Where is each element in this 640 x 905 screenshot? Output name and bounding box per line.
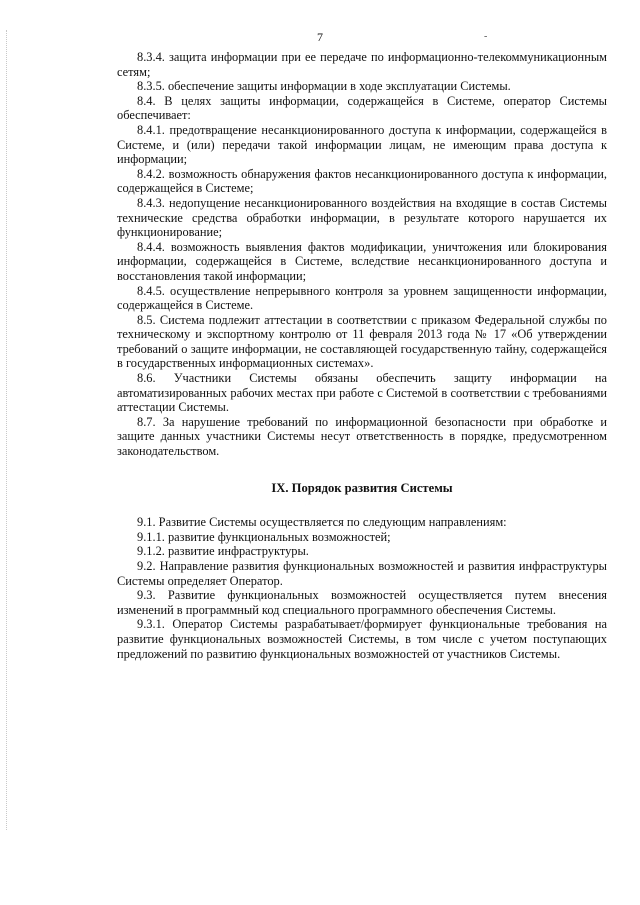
paragraph-9-1: 9.1. Развитие Системы осуществляется по следующим направлениям: bbox=[137, 515, 507, 530]
paragraph-9-1-2: 9.1.2. развитие инфраструктуры. bbox=[137, 544, 309, 559]
paragraph-8-6: 8.6. Участники Системы обязаны обеспечить защиту информации на автоматизированных рабочих местах при работе с Системой в соответствии с требованиями аттестации Системы. bbox=[117, 371, 607, 415]
section-heading: IX. Порядок развития Системы bbox=[271, 480, 453, 495]
paragraph-8-4: 8.4. В целях защиты информации, содержащейся в Системе, оператор Системы обеспечивает: bbox=[117, 93, 607, 123]
paragraph-8-4-2: 8.4.2. возможность обнаружения фактов несанкционированного доступа к информации, содержащейся в Системе; bbox=[117, 166, 607, 196]
page-number: 7 bbox=[317, 30, 323, 44]
paragraph-8-4-5: 8.4.5. осуществление непрерывного контроля за уровнем защищенности информации, содержащейся в Системе. bbox=[117, 283, 607, 313]
paragraph-9-1-1: 9.1.1. развитие функциональных возможностей; bbox=[137, 529, 391, 544]
paragraph-8-3-5: 8.3.5. обеспечение защиты информации в ходе эксплуатации Системы. bbox=[137, 79, 511, 94]
corner-mark: - bbox=[484, 31, 488, 42]
document-body bbox=[117, 50, 607, 661]
scan-edge-dots bbox=[6, 30, 9, 830]
paragraph-8-7: 8.7. За нарушение требований по информационной безопасности при обработке и защите данных участники Системы несут ответственность в порядке, предусмотренном законодательством. bbox=[117, 414, 607, 459]
paragraph-8-5: 8.5. Система подлежит аттестации в соответствии с приказом Федеральной службы по техническому и экспортному контролю от 11 февраля 2013 года № 17 «Об утверждении требований о защите информации, не составляющей государственную тайну, содержащейся в государственных информационных системах». bbox=[117, 312, 607, 371]
paragraph-9-3-1: 9.3.1. Оператор Системы разрабатывает/формирует функциональные требования на развитие функциональных возможностей Системы, в том числе с учетом поступающих предложений по развитию функциональных возможностей от участников Системы. bbox=[117, 617, 607, 661]
paragraph-8-4-4: 8.4.4. возможность выявления фактов модификации, уничтожения или блокирования информации, содержащейся в Системе, вследствие несанкционированного доступа и восстановления такой информации; bbox=[117, 239, 607, 283]
paragraph-8-4-1: 8.4.1. предотвращение несанкционированного доступа к информации, содержащейся в Системе, и (или) передачи такой информации лицам, не имеющим права доступа к информации; bbox=[117, 122, 607, 167]
paragraph-8-3-4: 8.3.4. защита информации при ее передаче по информационно-телекоммуникационным сетям; bbox=[117, 50, 607, 79]
paragraph-8-4-3: 8.4.3. недопущение несанкционированного воздействия на входящие в состав Системы технические средства обработки информации, в результате которого нарушается их функционирование; bbox=[117, 195, 607, 240]
paragraph-9-3: 9.3. Развитие функциональных возможностей осуществляется путем внесения изменений в программный код специального программного обеспечения Системы. bbox=[117, 588, 607, 617]
paragraph-9-2: 9.2. Направление развития функциональных возможностей и развития инфраструктуры Системы определяет Оператор. bbox=[117, 559, 607, 588]
